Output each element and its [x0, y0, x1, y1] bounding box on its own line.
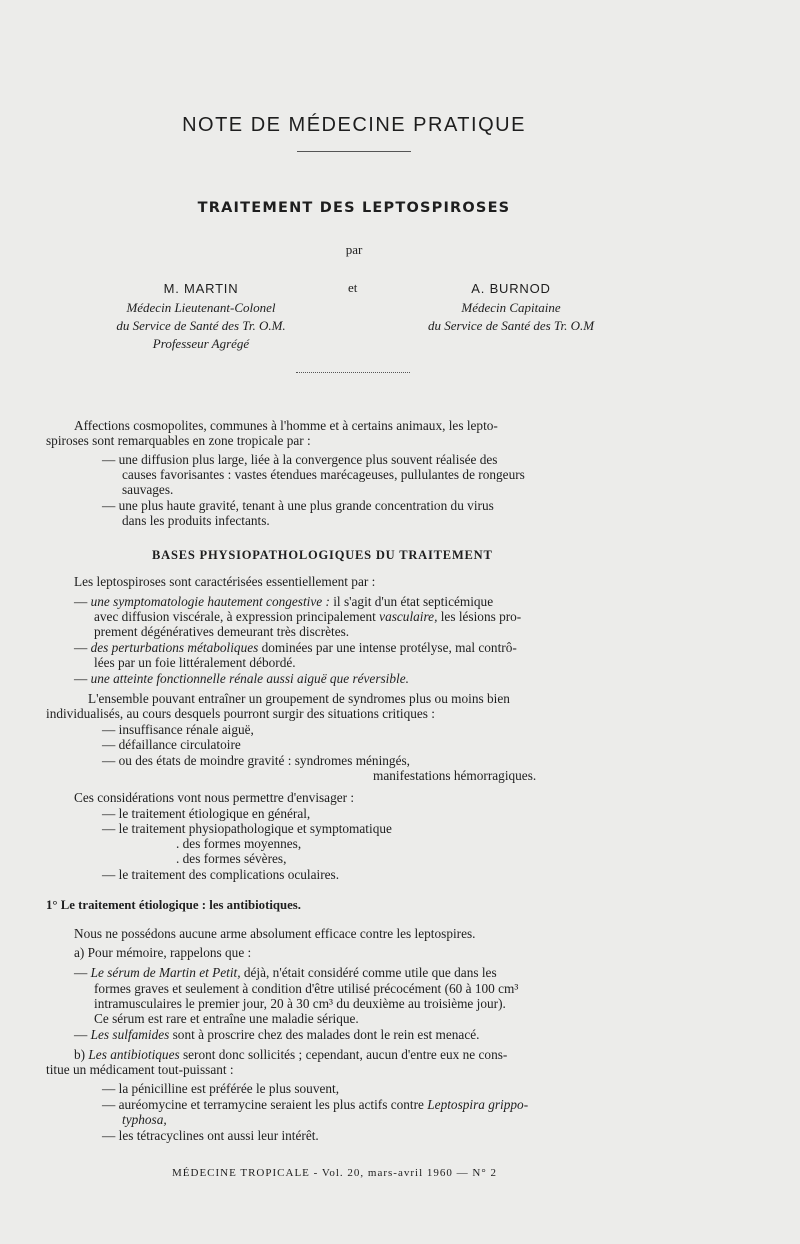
- paragraph-line: — défaillance circulatoire: [102, 737, 241, 752]
- page-footer: MÉDECINE TROPICALE - Vol. 20, mars-avril 1960 — N° 2: [172, 1167, 497, 1179]
- author-rank: Médecin Capitaine: [461, 300, 561, 315]
- paragraph-line: . des formes moyennes,: [176, 836, 302, 851]
- paragraph-line: Ce sérum est rare et entraîne une maladie sérique.: [94, 1011, 359, 1026]
- paragraph-line: . des formes sévères,: [176, 851, 287, 866]
- paragraph-line: prement dégénératives demeurant très discrètes.: [94, 624, 350, 639]
- paragraph-line: — le traitement physiopathologique et symptomatique: [102, 821, 392, 836]
- byline-et: et: [348, 280, 358, 295]
- paragraph-line: titue un médicament tout-puissant :: [46, 1062, 234, 1077]
- author-rank: Médecin Lieutenant-Colonel: [126, 300, 276, 315]
- intro-line: — une diffusion plus large, liée à la convergence plus souvent réalisée des: [102, 452, 498, 467]
- section-heading: BASES PHYSIOPATHOLOGIQUES DU TRAITEMENT: [152, 548, 493, 562]
- paragraph-line: — le traitement des complications oculaires.: [102, 867, 340, 882]
- author-service: du Service de Santé des Tr. O.M.: [116, 318, 286, 333]
- paragraph-line: — les tétracyclines ont aussi leur intérêt.: [102, 1128, 319, 1143]
- paragraph-line: manifestations hémorragiques.: [373, 768, 537, 783]
- paragraph-line: formes graves et seulement à condition d'être utilisé précocément (60 à 100 cm³: [94, 981, 519, 996]
- paragraph-line: — une atteinte fonctionnelle rénale aussi aiguë que réversible.: [74, 671, 409, 686]
- paragraph-line: L'ensemble pouvant entraîner un groupement de syndromes plus ou moins bien: [88, 691, 510, 706]
- authors-divider: [296, 372, 410, 373]
- paragraph-line: — ou des états de moindre gravité : syndromes méningés,: [102, 753, 410, 768]
- author-service: du Service de Santé des Tr. O.M: [427, 318, 595, 333]
- heading-divider: [297, 151, 411, 152]
- paragraph-line: Nous ne possédons aucune arme absolument efficace contre les leptospires.: [74, 926, 476, 941]
- paragraph-line: a) Pour mémoire, rappelons que :: [74, 945, 252, 960]
- paragraph-line: Les leptospiroses sont caractérisées essentiellement par :: [74, 574, 376, 589]
- paragraph-line: — des perturbations métaboliques dominées par une intense protélyse, mal contrô-: [74, 640, 517, 655]
- paragraph-line: lées par un foie littéralement débordé.: [94, 655, 296, 670]
- subsection-heading: 1° Le traitement étiologique : les antibiotiques.: [46, 898, 301, 912]
- byline-par: par: [345, 242, 363, 257]
- paragraph-line: Ces considérations vont nous permettre d'envisager :: [74, 790, 355, 805]
- paragraph-line: typhosa,: [122, 1112, 167, 1127]
- paragraph-line: — le traitement étiologique en général,: [102, 806, 311, 821]
- paragraph-line: — la pénicilline est préférée le plus souvent,: [102, 1081, 340, 1096]
- paragraph-line: avec diffusion viscérale, à expression principalement vasculaire, les lésions pro-: [94, 609, 522, 624]
- journal-heading: NOTE DE MÉDECINE PRATIQUE: [182, 114, 526, 136]
- intro-line: causes favorisantes : vastes étendues marécageuses, pullulantes de rongeurs: [122, 467, 525, 482]
- paragraph-line: — une symptomatologie hautement congestive : il s'agit d'un état septicémique: [74, 594, 494, 609]
- paragraph-line: b) Les antibiotiques seront donc sollicités ; cependant, aucun d'entre eux ne cons-: [74, 1047, 508, 1062]
- intro-line: sauvages.: [122, 482, 174, 497]
- article-title: TRAITEMENT DES LEPTOSPIROSES: [197, 200, 511, 216]
- paragraph-line: intramusculaires le premier jour, 20 à 30 cm³ du deuxième au troisième jour).: [94, 996, 506, 1011]
- intro-line: spiroses sont remarquables en zone tropicale par :: [46, 433, 311, 448]
- paragraph-line: — auréomycine et terramycine seraient les plus actifs contre Leptospira grippo-: [102, 1097, 529, 1112]
- paragraph-line: individualisés, au cours desquels pourront surgir des situations critiques :: [46, 706, 436, 721]
- intro-line: — une plus haute gravité, tenant à une plus grande concentration du virus: [102, 498, 494, 513]
- author-name: M. MARTIN: [163, 281, 239, 296]
- author-burnod: [376, 280, 646, 335]
- paragraph-line: — insuffisance rénale aiguë,: [102, 722, 254, 737]
- intro-line: Affections cosmopolites, communes à l'homme et à certains animaux, les lepto-: [74, 418, 498, 433]
- author-name: A. BURNOD: [471, 281, 551, 296]
- author-title: Professeur Agrégé: [152, 336, 250, 351]
- author-martin: [66, 280, 336, 353]
- paragraph-line: — Les sulfamides sont à proscrire chez des malades dont le rein est menacé.: [74, 1027, 480, 1042]
- paragraph-line: — Le sérum de Martin et Petit, déjà, n'était considéré comme utile que dans les: [74, 965, 497, 980]
- intro-line: dans les produits infectants.: [122, 513, 270, 528]
